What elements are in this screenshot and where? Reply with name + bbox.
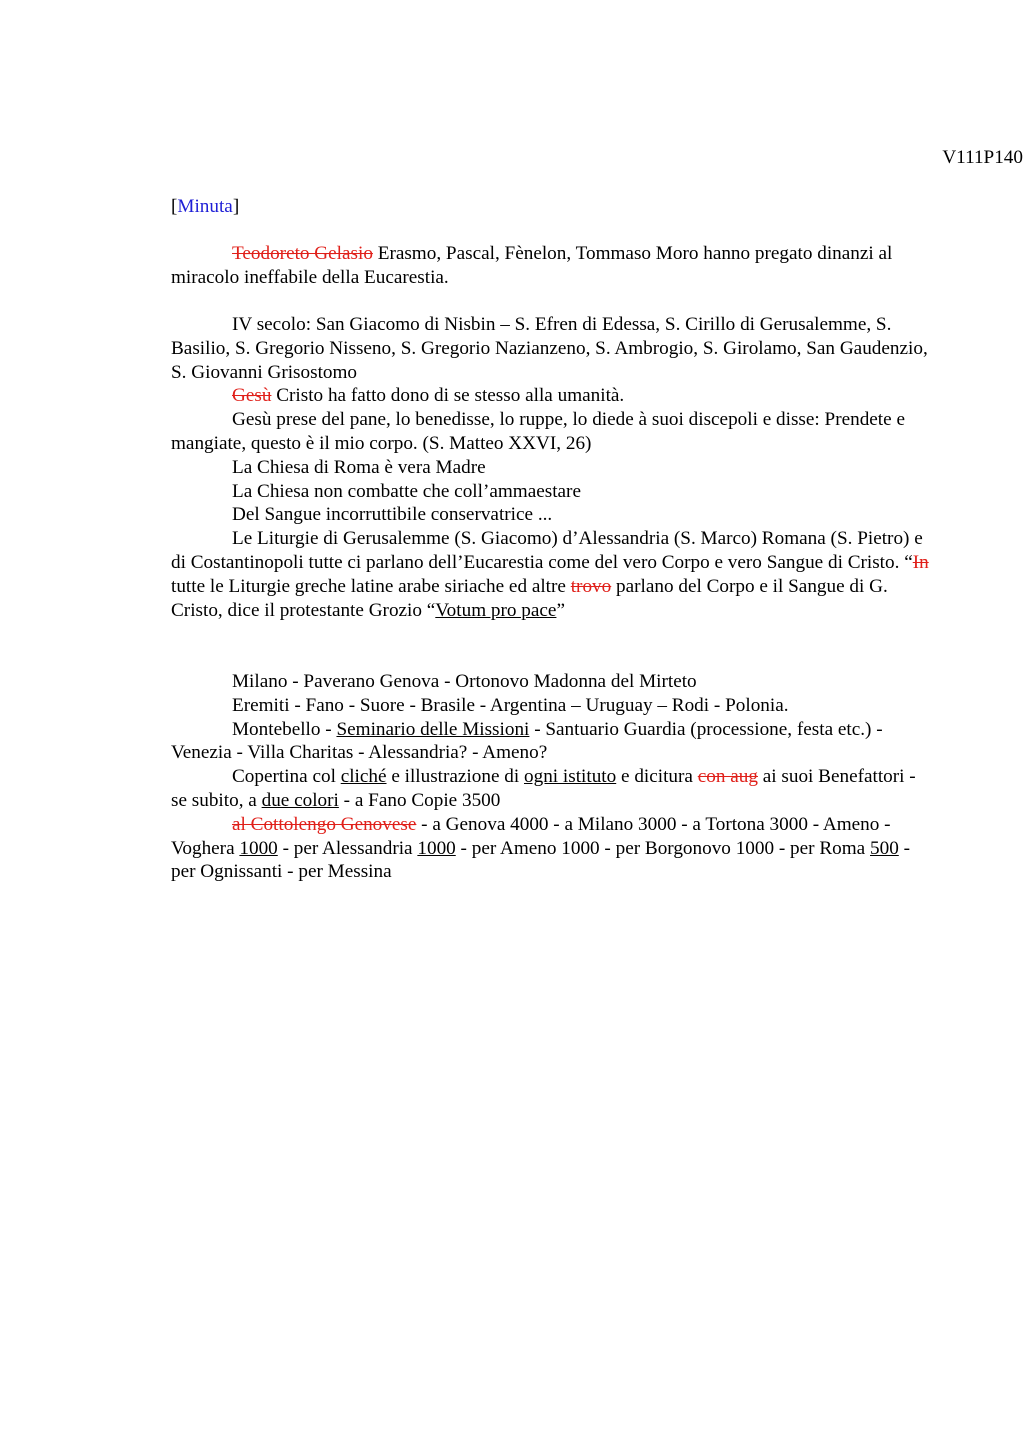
deleted-text: al Cottolengo Genovese [232, 813, 417, 835]
paragraph-text: - a Fano Copie 3500 [338, 789, 501, 811]
paragraph-text: tutte le Liturgie greche latine arabe siriache ed altre [171, 575, 571, 597]
paragraph-2: IV secolo: San Giacomo di Nisbin – S. Efren di Edessa, S. Cirillo di Gerusalemme, S. Basilio, S. Gregorio Nisseno, S. Gregorio Nazianzeno, S. Ambrogio, S. Girolamo, San Gaudenzio, S. Giovanni Grisostomo [171, 314, 928, 383]
paragraph-5: La Chiesa di Roma è vera Madre [232, 456, 486, 478]
paragraph-1 [171, 242, 931, 290]
intro-block [171, 242, 931, 290]
distribution-block [171, 670, 931, 884]
paragraph-7: Del Sangue incorruttibile conservatrice ... [232, 504, 553, 526]
paragraph-text: Erasmo, Pascal, Fènelon, Tommaso Moro hanno pregato dinanzi al miracolo ineffabile della Eucarestia. [171, 243, 893, 288]
underlined-text: due colori [261, 789, 339, 811]
paragraph-text: Copertina col [232, 766, 341, 788]
bracket-open: [ [171, 196, 178, 217]
paragraph-text: e dicitura [616, 766, 698, 788]
underlined-text: Seminario delle Missioni [336, 718, 530, 740]
paragraph-11 [171, 718, 931, 766]
paragraph-text: ai suoi Benefattori - se subito, a [171, 766, 916, 811]
paragraph-10: Eremiti - Fano - Suore - Brasile - Argentina – Uruguay – Rodi - Polonia. [232, 694, 789, 716]
deleted-text: Gesù [232, 385, 272, 407]
deleted-text: con aug [697, 766, 758, 788]
paragraph-text: Montebello - [232, 718, 337, 740]
minuta-word: Minuta [177, 196, 233, 217]
paragraph-text: Cristo ha fatto dono di se stesso alla umanità. [271, 385, 625, 407]
paragraph-13 [171, 813, 931, 884]
liturgy-block [171, 313, 931, 622]
deleted-text: Teodoreto Gelasio [232, 243, 373, 264]
underlined-text: 1000 [239, 837, 278, 859]
paragraph-text: - per Ameno 1000 - per Borgonovo 1000 - per Roma [455, 837, 870, 859]
deleted-text: In [912, 551, 929, 573]
deleted-text: trovo [570, 575, 612, 597]
underlined-text: 1000 [417, 837, 456, 859]
bracket-close: ] [232, 196, 240, 217]
underlined-text: cliché [340, 766, 387, 788]
paragraph-6: La Chiesa non combatte che coll’ammaestare [232, 480, 581, 502]
paragraph-text: parlano del Corpo e il Sangue di G. Cristo, dice il protestante Grozio “ [171, 575, 888, 621]
paragraph-3 [171, 384, 931, 408]
paragraph-text: - per Alessandria [277, 837, 418, 859]
underlined-text: 500 [870, 837, 899, 859]
document-id: V111P140 [942, 147, 1023, 168]
paragraph-text: Le Liturgie di Gerusalemme (S. Giacomo) d’Alessandria (S. Marco) Romana (S. Pietro) e di Costantinopoli tutte ci parlano dell’Eucarestia come del vero Corpo e vero Sangue di Cristo. “ [171, 528, 923, 573]
paragraph-9: Milano - Paverano Genova - Ortonovo Madonna del Mirteto [232, 671, 697, 692]
paragraph-8 [171, 527, 931, 622]
paragraph-text: - per Ognissanti - per Messina [171, 837, 910, 883]
underlined-text: ogni istituto [524, 766, 617, 788]
paragraph-text: - Santuario Guardia (processione, festa etc.) - Venezia - Villa Charitas - Alessandria? - Ameno? [171, 718, 883, 764]
paragraph-text: ” [556, 599, 565, 621]
minuta-label [171, 195, 239, 219]
paragraph-12 [171, 765, 931, 813]
paragraph-4: Gesù prese del pane, lo benedisse, lo ruppe, lo diede à suoi discepoli e disse: Prendete e mangiate, questo è il mio corpo. (S. Matteo XXVI, 26) [171, 409, 905, 454]
paragraph-text: - a Genova 4000 - a Milano 3000 - a Tortona 3000 - Ameno - Voghera [171, 813, 891, 859]
paragraph-text: e illustrazione di [386, 766, 524, 788]
underlined-text: Votum pro pace [435, 599, 557, 621]
